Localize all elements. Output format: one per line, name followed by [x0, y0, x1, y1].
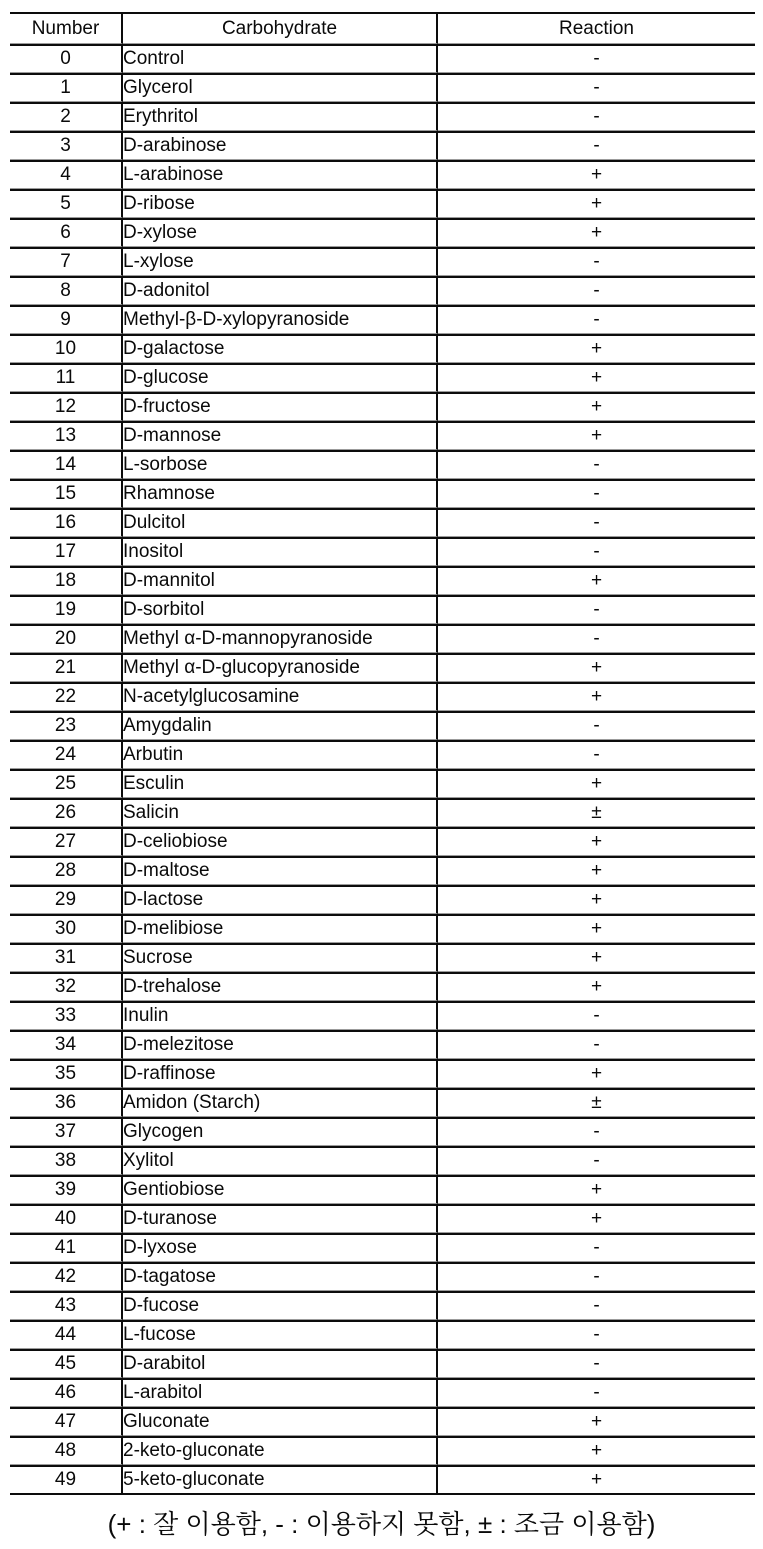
number-cell: 27 — [10, 827, 123, 856]
reaction-cell: + — [438, 885, 755, 914]
carbohydrate-cell: Erythritol — [123, 102, 438, 131]
number-cell: 10 — [10, 334, 123, 363]
table-row — [10, 102, 755, 131]
carbohydrate-cell: D-fucose — [123, 1291, 438, 1320]
reaction-cell: - — [438, 1291, 755, 1320]
number-cell: 7 — [10, 247, 123, 276]
table-row — [10, 479, 755, 508]
table-row — [10, 189, 755, 218]
number-cell: 28 — [10, 856, 123, 885]
carbohydrate-cell: D-lyxose — [123, 1233, 438, 1262]
carbohydrate-cell: Methyl α-D-glucopyranoside — [123, 653, 438, 682]
table-row — [10, 1117, 755, 1146]
number-cell: 32 — [10, 972, 123, 1001]
carbohydrate-cell: D-mannose — [123, 421, 438, 450]
table-row — [10, 1030, 755, 1059]
table-row — [10, 1088, 755, 1117]
table-row — [10, 334, 755, 363]
table-row — [10, 392, 755, 421]
carbohydrate-cell: D-melezitose — [123, 1030, 438, 1059]
number-cell: 24 — [10, 740, 123, 769]
carbohydrate-cell: Esculin — [123, 769, 438, 798]
reaction-cell: + — [438, 1204, 755, 1233]
table-row — [10, 1436, 755, 1465]
reaction-cell: - — [438, 276, 755, 305]
carbohydrate-cell: Inulin — [123, 1001, 438, 1030]
number-cell: 23 — [10, 711, 123, 740]
reaction-cell: - — [438, 247, 755, 276]
number-cell: 14 — [10, 450, 123, 479]
header-carbohydrate: Carbohydrate — [123, 12, 438, 44]
reaction-cell: - — [438, 1233, 755, 1262]
reaction-cell: + — [438, 827, 755, 856]
number-cell: 47 — [10, 1407, 123, 1436]
carbohydrate-cell: D-glucose — [123, 363, 438, 392]
carbohydrate-cell: D-maltose — [123, 856, 438, 885]
number-cell: 25 — [10, 769, 123, 798]
reaction-cell: + — [438, 1407, 755, 1436]
number-cell: 8 — [10, 276, 123, 305]
carbohydrate-cell: D-turanose — [123, 1204, 438, 1233]
table-row — [10, 1465, 755, 1495]
table-row — [10, 1320, 755, 1349]
reaction-cell: + — [438, 856, 755, 885]
reaction-cell: - — [438, 624, 755, 653]
number-cell: 9 — [10, 305, 123, 334]
table-row — [10, 1059, 755, 1088]
reaction-cell: - — [438, 1117, 755, 1146]
carbohydrate-cell: L-fucose — [123, 1320, 438, 1349]
table-row — [10, 421, 755, 450]
reaction-legend: (+ : 잘 이용함, - : 이용하지 못함, ± : 조금 이용함) — [107, 1509, 656, 1539]
carbohydrate-cell: D-arabinose — [123, 131, 438, 160]
table-row — [10, 856, 755, 885]
table-row — [10, 1378, 755, 1407]
number-cell: 29 — [10, 885, 123, 914]
carbohydrate-cell: D-trehalose — [123, 972, 438, 1001]
table-row — [10, 682, 755, 711]
number-cell: 45 — [10, 1349, 123, 1378]
header-reaction: Reaction — [438, 12, 755, 44]
table-header — [10, 12, 755, 44]
reaction-cell: + — [438, 334, 755, 363]
number-cell: 1 — [10, 73, 123, 102]
carbohydrate-cell: Xylitol — [123, 1146, 438, 1175]
number-cell: 44 — [10, 1320, 123, 1349]
number-cell: 11 — [10, 363, 123, 392]
table-row — [10, 740, 755, 769]
carbohydrate-cell: D-lactose — [123, 885, 438, 914]
table-row — [10, 537, 755, 566]
number-cell: 2 — [10, 102, 123, 131]
carbohydrate-cell: Glycogen — [123, 1117, 438, 1146]
carbohydrate-cell: D-arabitol — [123, 1349, 438, 1378]
table-row — [10, 1204, 755, 1233]
carbohydrate-cell: Arbutin — [123, 740, 438, 769]
table-row — [10, 595, 755, 624]
reaction-cell: - — [438, 305, 755, 334]
carbohydrate-cell: L-arabitol — [123, 1378, 438, 1407]
header-number: Number — [10, 12, 123, 44]
table-row — [10, 276, 755, 305]
carbohydrate-reaction-table — [10, 12, 755, 1495]
number-cell: 30 — [10, 914, 123, 943]
reaction-cell: + — [438, 189, 755, 218]
carbohydrate-cell: D-fructose — [123, 392, 438, 421]
carbohydrate-cell: Salicin — [123, 798, 438, 827]
table-row — [10, 1291, 755, 1320]
number-cell: 41 — [10, 1233, 123, 1262]
reaction-cell: - — [438, 508, 755, 537]
reaction-cell: - — [438, 1146, 755, 1175]
table-row — [10, 972, 755, 1001]
header-row — [10, 12, 755, 44]
reaction-cell: - — [438, 479, 755, 508]
reaction-cell: + — [438, 972, 755, 1001]
number-cell: 18 — [10, 566, 123, 595]
reaction-cell: - — [438, 595, 755, 624]
reaction-cell: + — [438, 653, 755, 682]
table-row — [10, 1262, 755, 1291]
reaction-cell: + — [438, 769, 755, 798]
number-cell: 33 — [10, 1001, 123, 1030]
table-row — [10, 305, 755, 334]
carbohydrate-cell: D-galactose — [123, 334, 438, 363]
number-cell: 5 — [10, 189, 123, 218]
number-cell: 38 — [10, 1146, 123, 1175]
number-cell: 37 — [10, 1117, 123, 1146]
number-cell: 12 — [10, 392, 123, 421]
table-row — [10, 450, 755, 479]
number-cell: 36 — [10, 1088, 123, 1117]
carbohydrate-cell: D-tagatose — [123, 1262, 438, 1291]
carbohydrate-cell: Control — [123, 44, 438, 73]
page — [0, 12, 763, 1549]
number-cell: 16 — [10, 508, 123, 537]
carbohydrate-cell: 2-keto-gluconate — [123, 1436, 438, 1465]
table-row — [10, 827, 755, 856]
number-cell: 48 — [10, 1436, 123, 1465]
table-row — [10, 218, 755, 247]
number-cell: 40 — [10, 1204, 123, 1233]
reaction-cell: - — [438, 131, 755, 160]
table-row — [10, 1349, 755, 1378]
number-cell: 17 — [10, 537, 123, 566]
carbohydrate-cell: Gluconate — [123, 1407, 438, 1436]
table-row — [10, 1001, 755, 1030]
number-cell: 3 — [10, 131, 123, 160]
reaction-cell: - — [438, 73, 755, 102]
table-row — [10, 711, 755, 740]
carbohydrate-cell: Glycerol — [123, 73, 438, 102]
carbohydrate-cell: Dulcitol — [123, 508, 438, 537]
reaction-cell: + — [438, 218, 755, 247]
number-cell: 34 — [10, 1030, 123, 1059]
reaction-cell: + — [438, 160, 755, 189]
carbohydrate-cell: D-mannitol — [123, 566, 438, 595]
reaction-cell: ± — [438, 1088, 755, 1117]
table-row — [10, 1146, 755, 1175]
number-cell: 0 — [10, 44, 123, 73]
reaction-cell: - — [438, 1320, 755, 1349]
reaction-cell: ± — [438, 798, 755, 827]
number-cell: 15 — [10, 479, 123, 508]
number-cell: 46 — [10, 1378, 123, 1407]
table-row — [10, 653, 755, 682]
carbohydrate-cell: Methyl-β-D-xylopyranoside — [123, 305, 438, 334]
carbohydrate-cell: D-sorbitol — [123, 595, 438, 624]
number-cell: 43 — [10, 1291, 123, 1320]
reaction-cell: + — [438, 1436, 755, 1465]
carbohydrate-cell: D-xylose — [123, 218, 438, 247]
table-row — [10, 73, 755, 102]
carbohydrate-cell: D-adonitol — [123, 276, 438, 305]
carbohydrate-cell: Sucrose — [123, 943, 438, 972]
reaction-cell: + — [438, 363, 755, 392]
reaction-cell: - — [438, 1349, 755, 1378]
number-cell: 20 — [10, 624, 123, 653]
carbohydrate-cell: Amygdalin — [123, 711, 438, 740]
reaction-cell: - — [438, 1030, 755, 1059]
table-row — [10, 160, 755, 189]
reaction-cell: - — [438, 537, 755, 566]
carbohydrate-cell: D-celiobiose — [123, 827, 438, 856]
reaction-cell: - — [438, 740, 755, 769]
number-cell: 26 — [10, 798, 123, 827]
carbohydrate-cell: D-melibiose — [123, 914, 438, 943]
table-row — [10, 363, 755, 392]
number-cell: 42 — [10, 1262, 123, 1291]
carbohydrate-cell: L-xylose — [123, 247, 438, 276]
carbohydrate-cell: Inositol — [123, 537, 438, 566]
reaction-cell: - — [438, 44, 755, 73]
number-cell: 13 — [10, 421, 123, 450]
reaction-cell: + — [438, 1175, 755, 1204]
reaction-cell: - — [438, 1378, 755, 1407]
table-row — [10, 1407, 755, 1436]
carbohydrate-cell: D-raffinose — [123, 1059, 438, 1088]
reaction-cell: + — [438, 421, 755, 450]
table-row — [10, 885, 755, 914]
carbohydrate-cell: L-sorbose — [123, 450, 438, 479]
table-row — [10, 914, 755, 943]
number-cell: 35 — [10, 1059, 123, 1088]
table-row — [10, 1233, 755, 1262]
table-body — [10, 44, 755, 1495]
reaction-cell: - — [438, 1262, 755, 1291]
table-row — [10, 1175, 755, 1204]
carbohydrate-cell: L-arabinose — [123, 160, 438, 189]
reaction-cell: + — [438, 1465, 755, 1495]
number-cell: 19 — [10, 595, 123, 624]
number-cell: 6 — [10, 218, 123, 247]
carbohydrate-cell: Gentiobiose — [123, 1175, 438, 1204]
table-row — [10, 769, 755, 798]
number-cell: 49 — [10, 1465, 123, 1495]
number-cell: 4 — [10, 160, 123, 189]
number-cell: 21 — [10, 653, 123, 682]
number-cell: 39 — [10, 1175, 123, 1204]
table-row — [10, 566, 755, 595]
table-row — [10, 44, 755, 73]
table-row — [10, 943, 755, 972]
table-row — [10, 624, 755, 653]
carbohydrate-cell: Amidon (Starch) — [123, 1088, 438, 1117]
table-row — [10, 131, 755, 160]
reaction-cell: + — [438, 392, 755, 421]
carbohydrate-cell: D-ribose — [123, 189, 438, 218]
number-cell: 31 — [10, 943, 123, 972]
reaction-cell: - — [438, 450, 755, 479]
carbohydrate-cell: Rhamnose — [123, 479, 438, 508]
reaction-cell: + — [438, 943, 755, 972]
carbohydrate-cell: Methyl α-D-mannopyranoside — [123, 624, 438, 653]
carbohydrate-cell: 5-keto-gluconate — [123, 1465, 438, 1495]
table-row — [10, 247, 755, 276]
table-row — [10, 798, 755, 827]
reaction-cell: + — [438, 566, 755, 595]
reaction-cell: + — [438, 1059, 755, 1088]
reaction-cell: - — [438, 102, 755, 131]
reaction-cell: + — [438, 914, 755, 943]
reaction-cell: - — [438, 711, 755, 740]
reaction-cell: + — [438, 682, 755, 711]
number-cell: 22 — [10, 682, 123, 711]
carbohydrate-cell: N-acetylglucosamine — [123, 682, 438, 711]
reaction-cell: - — [438, 1001, 755, 1030]
table-row — [10, 508, 755, 537]
